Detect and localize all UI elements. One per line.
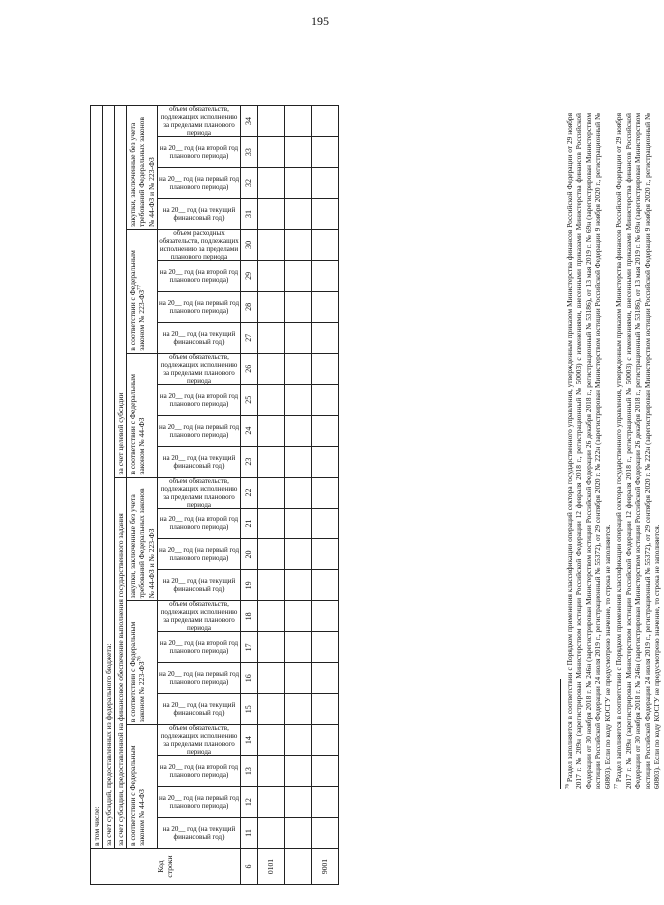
value-cell (284, 570, 311, 601)
subcol-header (157, 198, 240, 229)
value-cell (257, 818, 284, 849)
subcol-header (157, 787, 240, 818)
value-cell (284, 260, 311, 291)
value-cell (284, 446, 311, 477)
column-number: 13 (240, 756, 257, 787)
group-header (127, 725, 157, 849)
value-cell (257, 725, 284, 756)
column-number: 16 (240, 663, 257, 694)
subcol-label: на 20__ год (на текущий финансовый год) (162, 824, 235, 842)
column-number: 31 (240, 198, 257, 229)
value-cell (257, 694, 284, 725)
value-cell (311, 168, 338, 199)
value-cell (311, 446, 338, 477)
table-row (284, 106, 311, 885)
value-cell (257, 663, 284, 694)
value-cell (284, 601, 311, 632)
subcol-header (157, 756, 240, 787)
value-cell (284, 787, 311, 818)
subcol-header (157, 106, 240, 137)
value-cell (311, 632, 338, 663)
row-code: 9001 (311, 849, 338, 885)
value-cell (311, 725, 338, 756)
value-cell (284, 322, 311, 353)
value-cell (257, 508, 284, 539)
subcol-header (157, 632, 240, 663)
column-number: 28 (240, 291, 257, 322)
value-cell (311, 198, 338, 229)
value-cell (311, 756, 338, 787)
footnotes (560, 113, 664, 789)
value-cell (311, 818, 338, 849)
value-cell (284, 818, 311, 849)
group-label: в соответствии с Федеральным законом № 44-ФЗ (128, 745, 147, 846)
column-number: 30 (240, 229, 257, 260)
value-cell (284, 539, 311, 570)
value-cell (257, 260, 284, 291)
subcol-header (157, 415, 240, 446)
subcol-header (157, 694, 240, 725)
subcol-label: на 20__ год (на первый год планового периода) (158, 670, 239, 687)
row-code (284, 849, 311, 885)
footnote-text: Раздел заполняется в соответствии с Порядком применения классификации операций сектора государственного управления, утвержденным приказом Министерства финансов Российской Федерации от 29 ноября 2017 г. № 209н (зарегистрирован Министерством юстиции Российской Федерации 12 февраля 2018 г., регистрационный № 50003) с изменениями, внесенными приказами Министерства финансов Российской Федерации от 30 ноября 2018 г. № 246н (зарегистрирован Министерством юстиции Российской Федерации 26 декабря 2018 г., регистрационный № 53186), от 13 мая 2019 г. № 69н (зарегистрирован Министерством юстиции Российской Федерации 24 июля 2019 г., регистрационный № 55372), от 29 сентября 2020 г. № 222н (зарегистрирован Министерством юстиции Российской Федерации 9 ноября 2020 г., регистрационный № 60803). Если по коду КОСГУ не предусмотрено значение, то строка не заполняется. (614, 113, 662, 789)
value-cell (284, 756, 311, 787)
subcol-label: объем обязательств, подлежащих исполнению за пределами планового периода (160, 352, 237, 385)
group-label: в соответствии с Федеральным законом № 44-ФЗ (128, 374, 147, 475)
column-number: 17 (240, 632, 257, 663)
value-cell (284, 384, 311, 415)
value-cell (284, 694, 311, 725)
subcol-label: на 20__ год (на первый год планового периода) (158, 546, 239, 563)
column-number: 23 (240, 446, 257, 477)
subcol-header (157, 477, 240, 508)
value-cell (257, 446, 284, 477)
subcol-label: на 20__ год (на текущий финансовый год) (162, 453, 235, 470)
value-cell (311, 229, 338, 260)
value-cell (284, 725, 311, 756)
value-cell (311, 508, 338, 539)
subcol-header (157, 137, 240, 168)
subcol-label: на 20__ год (на первый год планового периода) (158, 422, 239, 439)
value-cell (257, 756, 284, 787)
group-header (127, 353, 157, 477)
column-number: 25 (240, 384, 257, 415)
subcol-header (157, 508, 240, 539)
subcol-header (157, 539, 240, 570)
value-cell (284, 663, 311, 694)
subcol-label: на 20__ год (на первый год планового периода) (158, 298, 239, 315)
subcol-label: на 20__ год (на первый год планового периода) (158, 174, 239, 192)
subcol-label: на 20__ год (на второй год планового периода) (159, 144, 238, 161)
page-number: 195 (311, 14, 329, 28)
column-number: 24 (240, 415, 257, 446)
value-cell (257, 322, 284, 353)
subcol-label: на 20__ год (на текущий финансовый год) (162, 577, 235, 594)
value-cell (257, 291, 284, 322)
value-cell (311, 353, 338, 384)
row-code: 0101 (257, 849, 284, 885)
column-number: 15 (240, 694, 257, 725)
value-cell (311, 539, 338, 570)
subcol-label: на 20__ год (на текущий финансовый год) (162, 329, 235, 346)
subcol-header (157, 322, 240, 353)
group-header (127, 477, 157, 601)
value-cell (257, 198, 284, 229)
column-number: 11 (240, 818, 257, 849)
column-number: 32 (240, 168, 257, 199)
value-cell (311, 601, 338, 632)
subcol-header (157, 725, 240, 756)
value-cell (311, 787, 338, 818)
value-cell (257, 477, 284, 508)
group-header (127, 106, 157, 230)
subcol-header (157, 291, 240, 322)
column-number: 18 (240, 601, 257, 632)
footnote-ref: 77 (137, 284, 143, 290)
value-cell (257, 353, 284, 384)
subcol-header (157, 570, 240, 601)
value-cell (257, 570, 284, 601)
subcol-header (157, 353, 240, 384)
table-row (257, 106, 284, 885)
value-cell (311, 260, 338, 291)
subcol-header (157, 601, 240, 632)
group-header (127, 601, 157, 725)
group-label: в соответствии с Федеральным законом № 223-ФЗ (128, 250, 147, 351)
subcol-label: на 20__ год (на второй год планового периода) (159, 763, 238, 780)
value-cell (311, 106, 338, 137)
value-cell (257, 168, 284, 199)
value-cell (284, 198, 311, 229)
subcol-header (157, 446, 240, 477)
value-cell (311, 322, 338, 353)
column-number: 34 (240, 106, 257, 137)
value-cell (311, 694, 338, 725)
value-cell (257, 384, 284, 415)
subcol-label: объем обязательств, подлежащих исполнению за пределами планового периода (160, 724, 237, 757)
value-cell (257, 415, 284, 446)
footnote-76 (565, 113, 612, 789)
value-cell (257, 137, 284, 168)
value-cell (284, 168, 311, 199)
value-cell (257, 106, 284, 137)
subcol-label: объем обязательств, подлежащих исполнению за пределами планового периода (160, 476, 237, 509)
group-label: закупки, заключенные без учета требований Федеральных законов № 44-ФЗ и № 223-ФЗ (128, 488, 156, 599)
footnote-ref: 76 (137, 656, 143, 662)
value-cell (311, 570, 338, 601)
state-task-header: за счет субсидии, предоставленной на финансовое обеспечение выполнения государственного задания (115, 477, 127, 848)
subcol-label: на 20__ год (на первый год планового периода) (158, 794, 239, 811)
value-cell (284, 632, 311, 663)
value-cell (284, 353, 311, 384)
group-header (127, 229, 157, 353)
column-number: 21 (240, 508, 257, 539)
subcol-label: на 20__ год (на второй год планового периода) (159, 639, 238, 656)
table-row (311, 106, 338, 885)
value-cell (257, 787, 284, 818)
subcol-label: объем обязательств, подлежащих исполнению за пределами планового периода (160, 104, 237, 138)
subcol-label: объем обязательств, подлежащих исполнению за пределами планового периода (160, 600, 237, 633)
in-total-header: в том числе: (91, 106, 103, 849)
target-subsidy-header: за счет целевой субсидии (115, 106, 127, 478)
value-cell (311, 137, 338, 168)
subcol-label: на 20__ год (на текущий финансовый год) (162, 205, 235, 222)
column-number: 12 (240, 787, 257, 818)
value-cell (257, 539, 284, 570)
column-number: 33 (240, 137, 257, 168)
column-number: 14 (240, 725, 257, 756)
subcol-header (157, 168, 240, 199)
column-number: 6 (240, 849, 257, 885)
report-table (90, 105, 339, 885)
subcol-header (157, 260, 240, 291)
subcol-header (157, 384, 240, 415)
subcol-header (157, 663, 240, 694)
value-cell (257, 601, 284, 632)
value-cell (284, 291, 311, 322)
subcol-label: на 20__ год (на второй год планового периода) (159, 515, 238, 532)
code-header: Код строки (91, 849, 241, 885)
subcol-label: на 20__ год (на второй год планового периода) (159, 391, 238, 408)
federal-subsidies-header: за счет субсидий, предоставленных из федерального бюджета: (103, 106, 115, 849)
subcol-header (157, 229, 240, 260)
subcol-label: на 20__ год (на второй год планового периода) (159, 267, 238, 284)
value-cell (284, 229, 311, 260)
value-cell (284, 477, 311, 508)
value-cell (257, 229, 284, 260)
value-cell (311, 477, 338, 508)
column-number: 20 (240, 539, 257, 570)
column-number: 29 (240, 260, 257, 291)
column-number: 26 (240, 353, 257, 384)
value-cell (311, 291, 338, 322)
column-number: 19 (240, 570, 257, 601)
footnote-text: Раздел заполняется в соответствии с Порядком применения классификации операций сектора государственного управления, утвержденным приказом Министерства финансов Российской Федерации от 29 ноября 2017 г. № 209н (зарегистрирован Министерством юстиции Российской Федерации 12 февраля 2018 г., регистрационный № 50003) с изменениями, внесенными приказами Министерства финансов Российской Федерации от 30 ноября 2018 г. № 246н (зарегистрирован Министерством юстиции Российской Федерации 26 декабря 2018 г., регистрационный № 53186), от 13 мая 2019 г. № 69н (зарегистрирован Министерством юстиции Российской Федерации 24 июля 2019 г., регистрационный № 55372), от 29 сентября 2020 г. № 222н (зарегистрирован Министерством юстиции Российской Федерации 9 ноября 2020 г., регистрационный № 60803). Если по коду КОСГУ не предусмотрено значение, то строка не заполняется. (565, 113, 612, 789)
column-number: 22 (240, 477, 257, 508)
group-label: закупки, заключенные без учета требований Федеральных законов № 44-ФЗ и № 223-ФЗ (128, 116, 156, 227)
value-cell (284, 137, 311, 168)
footnote-rule (560, 679, 561, 789)
group-label: в соответствии с Федеральным законом № 223-ФЗ (128, 621, 147, 723)
value-cell (257, 632, 284, 663)
value-cell (311, 384, 338, 415)
footnote-mark: 76 (565, 784, 571, 789)
value-cell (311, 415, 338, 446)
value-cell (284, 415, 311, 446)
value-cell (284, 508, 311, 539)
subcol-header (157, 818, 240, 849)
value-cell (284, 106, 311, 137)
rotated-content (90, 104, 662, 885)
subcol-label: объем расходных обязательств, подлежащих исполнению за пределами планового периода (158, 228, 239, 261)
footnote-77 (614, 113, 661, 789)
value-cell (311, 663, 338, 694)
subcol-label: на 20__ год (на текущий финансовый год) (162, 701, 235, 718)
footnote-mark: 77 (614, 784, 620, 789)
column-number: 27 (240, 322, 257, 353)
